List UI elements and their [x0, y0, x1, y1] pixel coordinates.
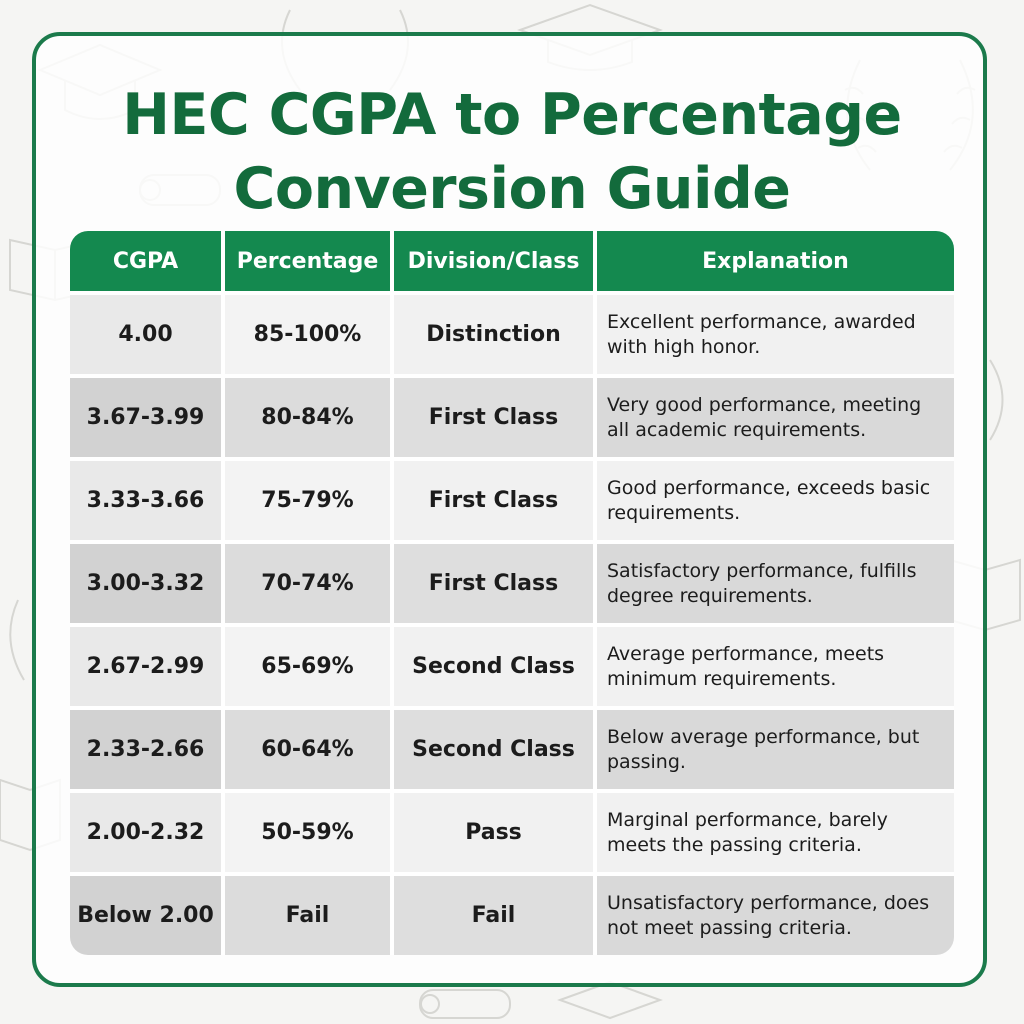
division-cell: First Class [394, 378, 593, 457]
table-row [70, 627, 954, 706]
cgpa-cell: Below 2.00 [70, 876, 221, 955]
cgpa-cell: 3.00-3.32 [70, 544, 221, 623]
explanation-cell: Marginal performance, barely meets the passing criteria. [597, 793, 954, 872]
diploma-scroll-icon [420, 990, 510, 1018]
percentage-cell: 85-100% [225, 295, 390, 374]
title-line-2: Conversion Guide [233, 156, 791, 222]
cgpa-cell: 2.67-2.99 [70, 627, 221, 706]
percentage-cell: 80-84% [225, 378, 390, 457]
division-cell: Fail [394, 876, 593, 955]
division-cell: Pass [394, 793, 593, 872]
percentage-cell: 60-64% [225, 710, 390, 789]
table-row [70, 876, 954, 955]
table-row [70, 710, 954, 789]
percentage-cell: 70-74% [225, 544, 390, 623]
percentage-cell: Fail [225, 876, 390, 955]
table-row [70, 378, 954, 457]
table-row [70, 295, 954, 374]
explanation-cell: Satisfactory performance, fulfills degree requirements. [597, 544, 954, 623]
cgpa-cell: 2.00-2.32 [70, 793, 221, 872]
cgpa-cell: 3.33-3.66 [70, 461, 221, 540]
percentage-cell: 75-79% [225, 461, 390, 540]
table-row [70, 544, 954, 623]
graduation-cap-icon [560, 982, 660, 1018]
explanation-cell: Very good performance, meeting all academic requirements. [597, 378, 954, 457]
explanation-cell: Unsatisfactory performance, does not meet passing criteria. [597, 876, 954, 955]
division-cell: Second Class [394, 710, 593, 789]
division-cell: Distinction [394, 295, 593, 374]
percentage-cell: 50-59% [225, 793, 390, 872]
table-row [70, 461, 954, 540]
explanation-cell: Good performance, exceeds basic requirements. [597, 461, 954, 540]
explanation-cell: Excellent performance, awarded with high honor. [597, 295, 954, 374]
header-explanation: Explanation [597, 231, 954, 291]
explanation-cell: Below average performance, but passing. [597, 710, 954, 789]
page-title [0, 78, 1024, 226]
title-line-1: HEC CGPA to Percentage [122, 82, 902, 148]
conversion-table [70, 231, 954, 955]
header-cgpa: CGPA [70, 231, 221, 291]
explanation-cell: Average performance, meets minimum requirements. [597, 627, 954, 706]
division-cell: First Class [394, 544, 593, 623]
cgpa-cell: 3.67-3.99 [70, 378, 221, 457]
header-division: Division/Class [394, 231, 593, 291]
table-row [70, 793, 954, 872]
division-cell: Second Class [394, 627, 593, 706]
cgpa-cell: 4.00 [70, 295, 221, 374]
cgpa-cell: 2.33-2.66 [70, 710, 221, 789]
table-header-row [70, 231, 954, 291]
percentage-cell: 65-69% [225, 627, 390, 706]
division-cell: First Class [394, 461, 593, 540]
header-percentage: Percentage [225, 231, 390, 291]
